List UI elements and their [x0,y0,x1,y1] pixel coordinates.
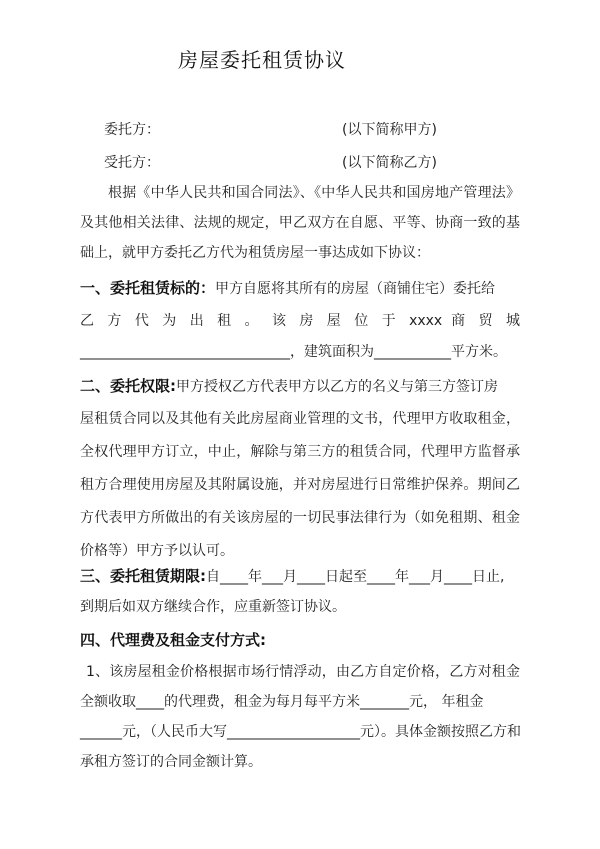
section-2-line-3: 全权代理甲方订立，中止，解除与第三方的租赁合同，代理甲方监督承 [80,444,520,460]
section-2-heading: 二、委托权限: [80,377,176,395]
principal-label: 委托方： [104,122,160,138]
section-1-heading: 一、委托租赁标的： [80,279,216,297]
preamble-line-1: 根据《中华人民共和国合同法》、《中华人民共和国房地产管理法》 [108,185,520,201]
section-2-line-1 [80,376,520,397]
section-1-text: 甲方自愿将其所有的房屋（商铺住宅）委托给 [215,281,496,297]
agent-row [80,153,520,173]
section-3-heading: 三、委托租赁期限: [80,567,206,585]
section-4-heading: 四、代理费及租金支付方式: [80,631,266,649]
section-4-line-4: 承租方签订的合同金额计算。 [80,754,262,770]
preamble-line-3: 础上，就甲方委托乙方代为租赁房屋一事达成如下协议： [80,245,430,261]
section-1-line-3: ______________________________，建筑面积为___________平方米。 [80,344,507,360]
principal-note: (以下简称甲方) [342,122,437,138]
section-3-text: 自____年___月____日起至____年___月____日止, [206,569,505,585]
section-4-line-1: 1、该房屋租金价格根据市场行情浮动，由乙方自定价格，乙方对租金 [86,664,520,680]
section-3-line-2: 到期后如双方继续合作，应重新签订协议。 [80,599,346,615]
section-4-line-2: 全额收取____的代理费，租金为每月每平方米_______元， 年租金 [80,694,484,710]
section-2-line-5: 方代表甲方所做出的有关该房屋的一切民事法律行为（如免租期、租金 [80,510,520,526]
section-3-line-1 [80,566,520,587]
document-title: 房屋委托租赁协议 [178,48,346,72]
principal-row [80,120,520,140]
agent-label: 受托方： [104,155,160,171]
preamble-line-2: 及其他相关法律、法规的规定，甲乙双方在自愿、平等、协商一致的基 [80,215,520,231]
section-2-line-2: 屋租赁合同以及其他有关此房屋商业管理的文书，代理甲方收取租金， [80,411,520,427]
section-1-line-1 [80,278,520,299]
section-4-line-3: ______元，（人民币大写___________________元）。具体金额按照乙方和 [80,724,521,740]
section-2-line-4: 租方合理使用房屋及其附属设施，并对房屋进行日常维护保养。期间乙 [80,477,520,493]
section-2-line-6: 价格等）甲方予以认可。 [80,543,234,559]
agent-note: (以下简称乙方) [342,155,437,171]
section-1-line-2: 乙 方 代 为 出 租 。 该 房 屋 位 于 xxxx 商 贸 城 [80,313,520,329]
section-2-text: 甲方授权乙方代表甲方以乙方的名义与第三方签订房 [176,379,498,395]
